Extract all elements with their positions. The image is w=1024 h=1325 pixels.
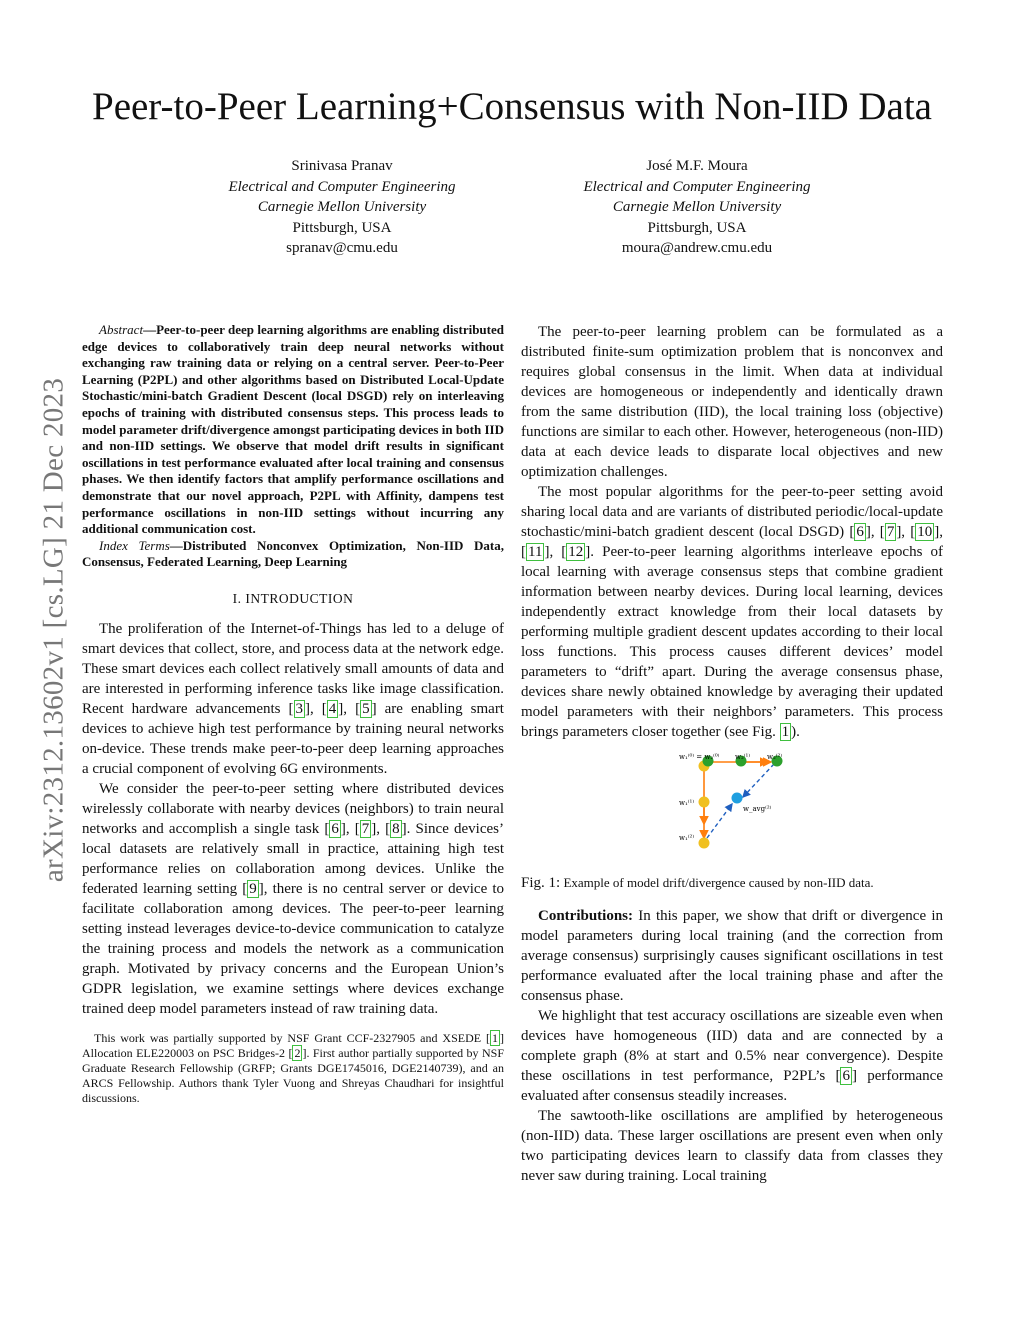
node-wavg-blue xyxy=(732,793,743,804)
label-w2-1: w₂⁽¹⁾ xyxy=(735,753,751,761)
label-w1-2: w₁⁽²⁾ xyxy=(679,834,695,842)
intro-paragraph-1: The proliferation of the Internet-of-Things has led to a deluge of smart devices that collect, store, and process data at the network edge. These smart devices each collect relatively small amounts of data and are interested in performing inference tasks like image classification. Recent hardware advancements [ 3 ], [ 4 ], [ 5 ] are enabling smart devices to achieve high test performance by training neural networks on-device. These trends make peer-to-peer deep learning approaches a crucial component of evolving 6G environments. xyxy=(82,620,504,777)
author-city: Pittsburgh, USA xyxy=(647,219,747,236)
label-wavg: w_avg⁽²⁾ xyxy=(743,805,772,813)
citation-link[interactable]: 11 xyxy=(528,544,543,560)
contributions-paragraph: Contributions: In this paper, we show that drift or divergence in model parameters during local training (and the correction from average consensus) surprisingly causes significant oscillations in test performance evaluated after the local training phase and after the consensus phase. xyxy=(521,908,943,1004)
abstract: Abstract—Peer-to-peer deep learning algorithms are enabling distributed edge devices to collaboratively train deep neural networks without exchanging raw training data or relying on a central server. Peer-to-Peer Learning (P2PL) and other algorithms based on Distributed Local-Update Stochastic/mini-batch Gradient Descent (local DSGD) rely on interleaving epochs of training with distributed consensus steps. This process leads to model parameter drift/divergence amongst participating devices in both IID and non-IID settings. We observe that model drift results in significant oscillations in test performance evaluated after local training and consensus phases. We then identify factors that amplify performance oscillations and demonstrate that our novel approach, P2PL with Affinity, dampens test performance oscillations in non-IID settings without incurring any additional communication cost. xyxy=(82,322,504,537)
paper-title: Peer-to-Peer Learning+Consensus with Non-IID Data xyxy=(92,85,932,128)
author-email[interactable]: moura@andrew.cmu.edu xyxy=(621,240,773,256)
citation-link[interactable]: 3 xyxy=(295,700,304,717)
author-city: Pittsburgh, USA xyxy=(292,219,392,236)
figure-link[interactable]: 1 xyxy=(781,724,790,740)
right-column xyxy=(521,322,943,1186)
citation-link[interactable]: 6 xyxy=(842,1068,850,1084)
label-w1-0-eq-w2-0: w₁⁽⁰⁾ = w₂⁽⁰⁾ xyxy=(679,753,720,761)
author-block-2 xyxy=(517,156,877,259)
label-w2-2: w₂⁽²⁾ xyxy=(767,753,783,761)
author-department: Electrical and Computer Engineering xyxy=(583,178,811,195)
citation-link[interactable]: 1 xyxy=(492,1030,498,1045)
citation-link[interactable]: 5 xyxy=(362,700,370,717)
citation-link[interactable]: 12 xyxy=(568,544,584,560)
citation-link[interactable]: 2 xyxy=(294,1045,301,1060)
contributions-label: Contributions: xyxy=(538,908,634,924)
author-name: José M.F. Moura xyxy=(646,158,748,174)
citation-link[interactable]: 6 xyxy=(856,524,864,540)
citation-link[interactable]: 9 xyxy=(249,880,257,897)
author-email[interactable]: spranav@cmu.edu xyxy=(286,240,398,256)
author-block-1 xyxy=(162,156,522,259)
figure-1-caption: Fig. 1: Example of model drift/divergence caused by non-IID data. xyxy=(521,875,874,891)
arxiv-sidebar-stamp: arXiv:2312.13602v1 [cs.LG] 21 Dec 2023 xyxy=(37,377,70,883)
footnote: This work was partially supported by NSF Grant CCF-2327905 and XSEDE [ 1 ] Allocation ELE220003 on PSC Bridges-2 [ 2 ]. First author partially supported by NSF Graduate Research Fellowship (GRFP; Grants DGE1745016, DGE2140739), and an ARCS Fellowship. Authors thank Tyler Vuong and Shreyas Chaudhari for insightful discussions. xyxy=(82,1030,504,1105)
citation-link[interactable]: 8 xyxy=(392,820,400,837)
node-w1-1-yellow xyxy=(699,797,710,808)
index-terms: Index Terms—Distributed Nonconvex Optimization, Non-IID Data, Consensus, Federated Learning, Deep Learning xyxy=(82,537,504,570)
figure-1-drift-diagram xyxy=(521,752,943,870)
left-column xyxy=(82,322,504,1106)
node-w1-2-yellow xyxy=(699,838,710,849)
author-department: Electrical and Computer Engineering xyxy=(228,178,456,195)
right-paragraph-5: The sawtooth-like oscillations are amplified by heterogeneous (non-IID) data. These larger oscillations are present even when only two participating devices learn to classify data from classes they never saw during training. Local training xyxy=(521,1108,943,1184)
right-paragraph-4: We highlight that test accuracy oscillations are sizeable even when devices have homogeneous (IID) data and are connected by a complete graph (8% at start and 0.5% near convergence). Despite these oscillations in test performance, P2PL’s [ 6 ] performance evaluated after consensus steadily increases. xyxy=(521,1008,943,1104)
intro-paragraph-2: We consider the peer-to-peer setting where distributed devices wirelessly collaborate with nearby devices (neighbors) to train neural networks and accomplish a single task [ 6 ], [ 7 ], [ 8 ]. Since devices’ local datasets are relatively small in practice, attaining high test performance relies on collaboration among devices. Unlike the federated learning setting [ 9 ], there is no central server or device to facilitate collaboration among devices. The peer-to-peer learning setting instead leverages device-to-device communication to catalyze the training process and models the network as a communication graph. Motivated by privacy concerns and the European Union’s GDPR legislation, we examine settings where devices exchange trained deep model parameters instead of raw training data. xyxy=(82,780,505,1017)
caption-label: Fig. 1: xyxy=(521,875,561,891)
citation-link[interactable]: 4 xyxy=(328,700,337,717)
author-university: Carnegie Mellon University xyxy=(612,199,782,215)
consensus-arrow-2 xyxy=(743,764,774,797)
citation-link[interactable]: 7 xyxy=(886,524,895,540)
citation-link[interactable]: 6 xyxy=(331,820,339,837)
author-university: Carnegie Mellon University xyxy=(257,199,427,215)
right-paragraph-1: The peer-to-peer learning problem can be formulated as a distributed finite-sum optimization problem that is nonconvex and requires global consensus in the limit. When data at individual devices are homogeneous or independently and identically drawn from the same distribution (IID), the local training loss (objective) functions are similar to each other. However, heterogeneous (non-IID) data at each device leads to disparate local objectives and new optimization challenges. xyxy=(521,324,943,480)
consensus-arrow-1 xyxy=(707,804,732,838)
label-w1-1: w₁⁽¹⁾ xyxy=(679,799,695,807)
abstract-label: Abstract xyxy=(99,322,144,337)
drift-diagram-svg xyxy=(521,752,943,870)
citation-link[interactable]: 10 xyxy=(917,524,933,540)
right-paragraph-2: The most popular algorithms for the peer-to-peer setting avoid sharing local data and are variants of distributed periodic/local-update stochastic/mini-batch gradient descent (local DSGD) [ 6 ], [ 7 ], [ 10 ], [ 11 ], [ 12 ]. Peer-to-peer learning algorithms interleave epochs of local learning with average consensus steps that combine gradient information between nearby devices. During local learning, devices independently extract knowledge from their local datasets by performing multiple gradient descent updates according to their local loss functions. This process causes different devices’ model parameters to “drift” apart. During the average consensus phase, devices share newly obtained knowledge by averaging their updated model parameters with their neighbors’ parameters. This process brings parameters closer together (see Fig. 1 ). xyxy=(521,484,943,740)
index-terms-label: Index Terms xyxy=(99,537,170,553)
author-name: Srinivasa Pranav xyxy=(291,158,393,174)
citation-link[interactable]: 7 xyxy=(361,820,370,837)
section-heading-introduction: I. INTRODUCTION xyxy=(232,590,354,606)
